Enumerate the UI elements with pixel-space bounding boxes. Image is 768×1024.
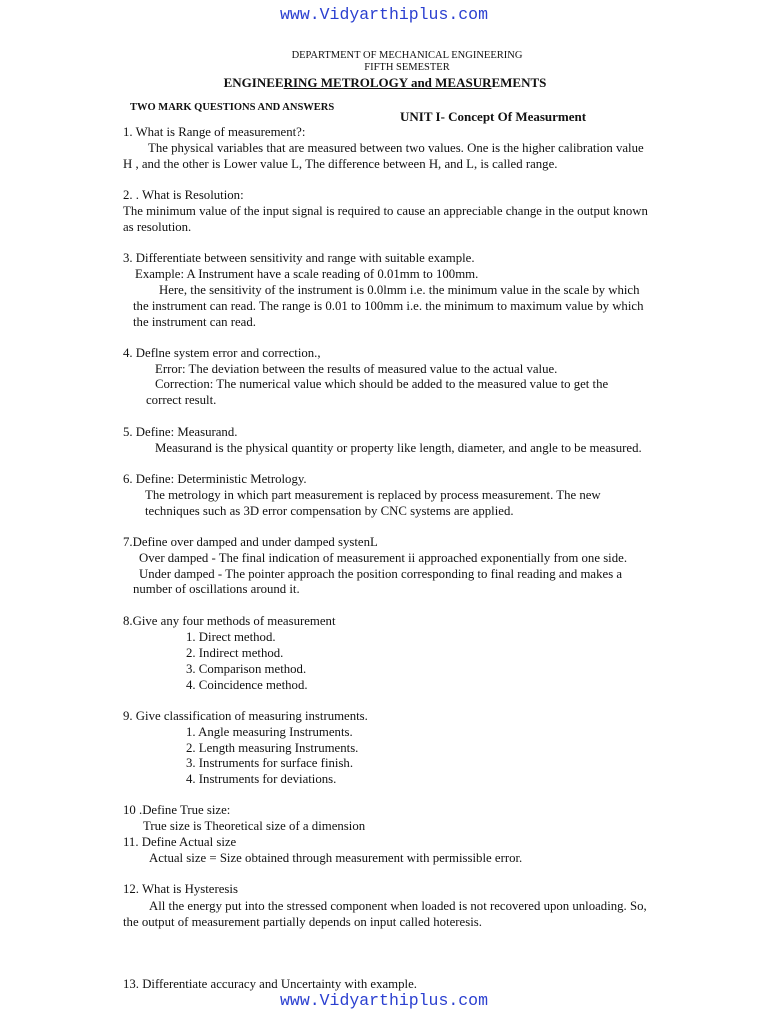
q8-list-item-4: 4. Coincidence method. <box>186 678 308 692</box>
q9-list-item-3: 3. Instruments for surface finish. <box>186 756 354 770</box>
q2-question: 2. . What is Resolution: <box>123 188 244 202</box>
q9-list-item-2: 2. Length measuring Instruments. <box>186 741 359 755</box>
q3-answer-line-2: Here, the sensitivity of the instrument is 0.0lmm i.e. the minimum value in the scale by which <box>159 283 640 297</box>
watermark-top: www.Vidyarthiplus.com <box>280 5 488 24</box>
q5-answer-line-1: Measurand is the physical quantity or property like length, diameter, and angle to be measured. <box>155 441 642 455</box>
semester-heading: FIFTH SEMESTER <box>364 62 450 73</box>
document-title <box>0 75 768 91</box>
q2-answer-line-1: The minimum value of the input signal is required to cause an appreciable change in the output known <box>123 204 648 218</box>
q4-answer-line-2: Correction: The numerical value which should be added to the measured value to get the <box>155 377 609 391</box>
q7-answer-line-2: Under damped - The pointer approach the position corresponding to final reading and makes a <box>139 567 623 581</box>
q7-answer-line-3: number of oscillations around it. <box>133 582 300 596</box>
q1-answer-line-2: H , and the other is Lower value L, The difference between H, and L, is called range. <box>123 157 558 171</box>
q10-question: 10 .Define True size: <box>123 803 231 817</box>
q9-list-item-1: 1. Angle measuring Instruments. <box>186 725 353 739</box>
q9-question: 9. Give classification of measuring instruments. <box>123 709 368 723</box>
section-label: TWO MARK QUESTIONS AND ANSWERS <box>130 102 335 113</box>
q12-answer-line-2: the output of measurement partially depends on input called hoteresis. <box>123 915 482 929</box>
q7-answer-line-1: Over damped - The final indication of measurement ii approached exponentially from one side. <box>139 551 628 565</box>
q4-answer-line-1: Error: The deviation between the results of measured value to the actual value. <box>155 362 558 376</box>
q8-list-item-3: 3. Comparison method. <box>186 662 307 676</box>
watermark-bottom: www.Vidyarthiplus.com <box>280 991 488 1010</box>
q8-list-item-2: 2. Indirect method. <box>186 646 284 660</box>
q3-answer-line-4: the instrument can read. <box>133 315 256 329</box>
q5-question: 5. Define: Measurand. <box>123 425 238 439</box>
q6-answer-line-1: The metrology in which part measurement is replaced by process measurement. The new <box>145 488 601 502</box>
q3-answer-line-3: the instrument can read. The range is 0.01 to 100mm i.e. the minimum to maximum value by which <box>133 299 644 313</box>
q11-question: 11. Define Actual size <box>123 835 237 849</box>
q2-answer-line-2: as resolution. <box>123 220 192 234</box>
q12-question: 12. What is Hysteresis <box>123 882 238 896</box>
q4-question: 4. Deflne system error and correction., <box>123 346 321 360</box>
q8-question: 8.Give any four methods of measurement <box>123 614 336 628</box>
q3-question: 3. Differentiate between sensitivity and range with suitable example. <box>123 251 475 265</box>
q6-question: 6. Define: Deterministic Metrology. <box>123 472 307 486</box>
q8-list-item-1: 1. Direct method. <box>186 630 276 644</box>
title-part-1: ENGINEE <box>223 75 284 90</box>
title-part-2: RING METROLOGY and MEASUR <box>283 75 492 90</box>
q9-list-item-4: 4. Instruments for deviations. <box>186 772 337 786</box>
q10-answer-line-1: True size is Theoretical size of a dimension <box>143 819 366 833</box>
q3-answer-line-1: Example: A Instrument have a scale reading of 0.01mm to 100mm. <box>135 267 479 281</box>
q1-answer-line-1: The physical variables that are measured between two values. One is the higher calibration value <box>148 141 644 155</box>
q12-answer-line-1: All the energy put into the stressed component when loaded is not recovered upon unloading. So, <box>149 899 647 913</box>
q7-question: 7.Define over damped and under damped systenL <box>123 535 378 549</box>
q4-answer-line-3: correct result. <box>146 393 217 407</box>
unit-title: UNIT I- Concept Of Measurment <box>400 109 587 124</box>
title-part-3: EMENTS <box>491 75 547 90</box>
q13-question: 13. Differentiate accuracy and Uncertainty with example. <box>123 977 417 991</box>
q11-answer-line-1: Actual size = Size obtained through measurement with permissible error. <box>149 851 523 865</box>
department-heading: DEPARTMENT OF MECHANICAL ENGINEERING <box>291 50 523 61</box>
q6-answer-line-2: techniques such as 3D error compensation by CNC systems are applied. <box>145 504 514 518</box>
q1-question: 1. What is Range of measurement?: <box>123 125 306 139</box>
